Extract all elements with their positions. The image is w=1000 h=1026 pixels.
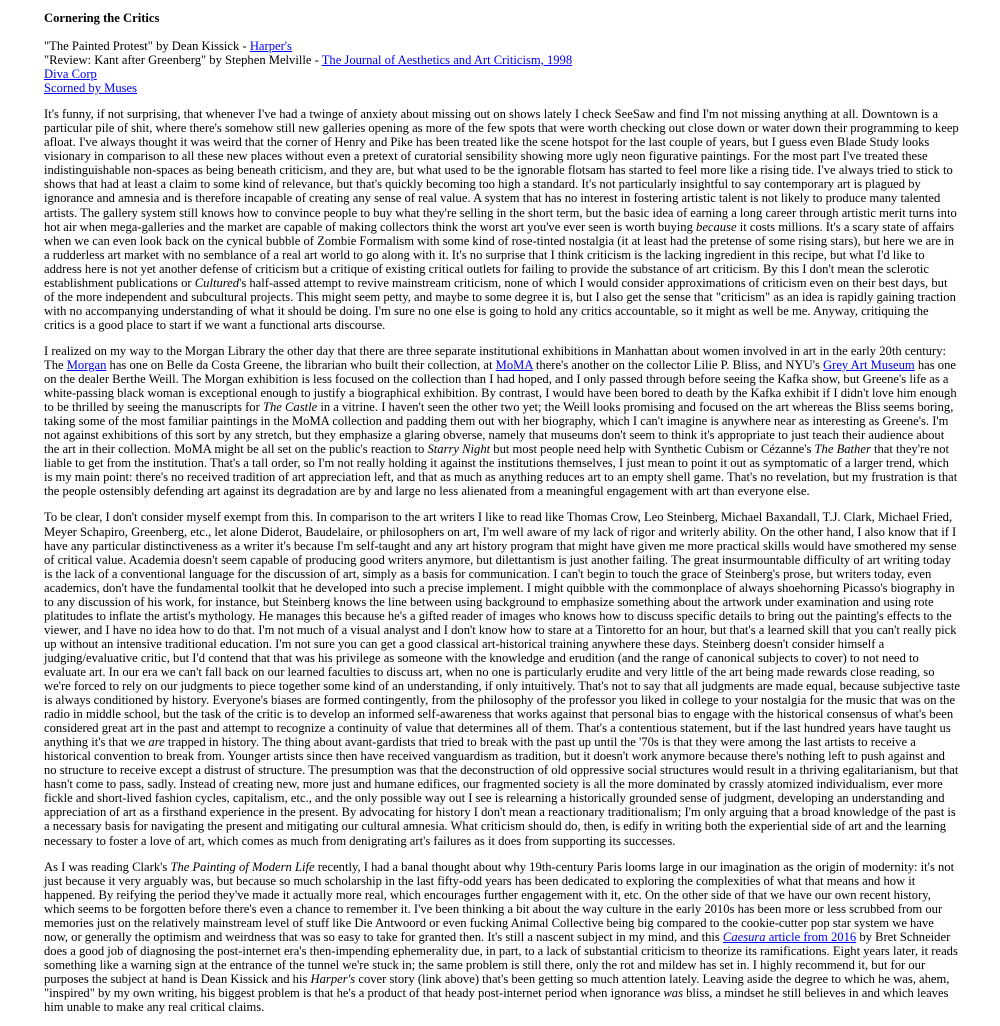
paragraph	[44, 510, 960, 847]
reference-link-harpers[interactable]: Harper's	[249, 39, 292, 53]
reference-item	[44, 53, 960, 67]
reference-item	[44, 81, 960, 95]
paragraph	[44, 107, 960, 332]
text-run: I realized on my way to the Morgan Library the other day that there are three separate institutional exhibitions in Manhattan about women involved in art in the early 20th century: The	[44, 343, 947, 372]
text-run: To be clear, I don't consider myself exempt from this. In comparison to the art writers I like to read like Thomas Crow, Leo Steinberg, Michael Baxandall, T.J. Clark, Michael Fried, Meyer Schapiro, Greenberg, etc., let alone Diderot, Baudelaire, or philosophers on art, I'm well aware of my lack of rigor and writerly ability. On the other hand, I also know that if I have any particular distinctiveness as a writer it's because I'm self-taught and any art history program that might have given me more practical skills would have smothered my sense of critical value. Academia doesn't seem capable of producing good writers anymore, but dilettantism is just another failing. The great insurmountable difficulty of art writing today is the lack of a conventional language for the discussion of art, simply as a basis for communication. I can't begin to touch the grace of Steinberg's prose, but writers today, even academics, don't have the fundamental toolkit that he developed into such a precise implement. I might quibble with the commonplace of always shoehorning Picasso's biography in to any discussion of his work, for instance, but Steinberg knows the line between using background to emphasize something about the artwork under examination and using rote platitudes to inflate the artist's mythology. He manages this because he's a gifted reader of images who knows how to discuss specific details to bring out the painting's effects to the viewer, and I have no idea how to do that. I'm not much of a visual analyst and I don't know how to stare at a Tintoretto for an hour, but that's a learned skill that you can't really pick up without an intensive traditional education. I'm not sure you can get a good classical art-historical training anywhere these days. Steinberg doesn't consider himself a judging/evaluative critic, but I'd contend that that was his privilege as someone with the knowledge and erudition (and the range of canonical subjects to cover) to not need to evaluate art. In our era we can't fall back on our learned faculties to discuss art, when no one is particularly erudite and very little of the art being made rewards close reading, so we're forced to rely on our judgments to piece together some kind of an understanding, if only intuitively. That's not to say that all judgments are made equal, because subjective taste is always conditioned by history. Everyone's biases are formed contingently, from the philosophy of the professor you liked in college to your nostalgia for the music that was on the radio in middle school, but the task of the critic is to develop an informed self-awareness that works against that personal bias to engage with the historical consensus of what's been considered great art in the past and attempt to recognize a continuity of value that determines all of them. That's a contentious statement, but if the last hundred years have taught us anything it's that we	[44, 510, 960, 750]
reference-list	[44, 39, 960, 95]
italic-text: was	[663, 986, 683, 1000]
inline-link[interactable]: Morgan	[66, 357, 107, 372]
reference-link-diva-corp[interactable]: Diva Corp	[44, 67, 97, 82]
reference-text: "The Painted Protest" by Dean Kissick -	[44, 39, 250, 53]
italic-text: Harper's	[310, 971, 356, 986]
text-run: that they're not liable to get from the institution. That's a tall order, so I'm not really holding it against the institutions themselves, I just mean to point it out as symptomatic of a larger trend, which is my main point: there's no received tradition of art appreciation left, and that as much as anything reduces art to an empty shell game. That's no revelation, but my frustration is that the people ostensibly defending art against its degradation are by and large no less alienated from a meaningful engagement with art than everyone else.	[44, 442, 958, 499]
article	[44, 10, 960, 1026]
inline-link[interactable]: Grey Art Museum	[823, 357, 915, 372]
reference-item	[44, 39, 960, 53]
inline-link[interactable]: MoMA	[495, 357, 533, 372]
italic-text: Starry Night	[427, 442, 491, 457]
paragraph	[44, 860, 960, 1015]
text-run: by Bret Schneider does a good job of diagnosing the post-internet era's then-impending ephemerality due, in part, to a lack of substantial criticism to theorize its ramifications. Eight years later, it reads something like a warning sign at the entrance of the tunnel we're stuck in; the same problem is still there, only the rot and mildew has set in. I highly recommend it, but for our purposes the subject at hand is Dean Kissick and his	[44, 929, 958, 986]
paragraph	[44, 344, 960, 499]
text-run: but most people need help with Synthetic Cubism or Cézanne's	[490, 442, 815, 457]
text-run: It's funny, if not surprising, that whenever I've had a twinge of anxiety about missing out on shows lately I check SeeSaw and find I'm not missing anything at all. Downtown is a particular pile of shit, where there's somehow still new galleries opening as more of the few spots that were worth checking out close down or water down their programming to keep afloat. I've always thought it was weird that the corner of Henry and Pike has been treated like the scene hotspot for the last couple of years, but I guess even Blade Study looks visionary in comparison to all these new places without even a pretext of curatorial sensibility showing more ugly neon figurative paintings. For the most part I've treated these indistinguishable non-spaces as being beneath criticism, and they are, but what used to be the ignorable flotsam has started to feel more like a rising tide. I've always tried to stick to shows that had at least a claim to some kind of relevance, but that's quickly becoming too high a standard. It's not particularly insightful to say contemporary art is plagued by ignorance and amnesia and is therefore incapable of creating any sense of real value. A system that has no interest in fostering artistic talent is not likely to produce many talented artists. The gallery system still knows how to convince people to buy what they're selling in the short term, but the basic idea of earning a long career through artistic merit turns into hot air when mega-galleries and the market are capable of making collectors think the worst art you've ever seen is worth buying	[44, 107, 959, 234]
reference-link-journal[interactable]: The Journal of Aesthetics and Art Criticism, 1998	[321, 53, 573, 68]
italic-text: Cultured	[194, 275, 240, 290]
reference-link-scorned-by-muses[interactable]: Scorned by Muses	[44, 81, 138, 96]
text-run: it costs millions. It's a scary state of affairs when we can even look back on the cynical bubble of Zombie Formalism with some kind of rose-tinted nostalgia (it at least had the pretense of some rising stars), but here we are in a rudderless art market with no semblance of a real art world to go along with it. It's no surprise that I think criticism is the lacking ingredient in this recipe, but what I'd like to address here is not yet another defense of criticism but a critique of existing critical outlets for failing to provide the substance of art criticism. By this I don't mean the sclerotic establishment publications or	[44, 219, 955, 290]
article-body	[44, 107, 960, 1014]
italic-text: The Bather	[814, 442, 871, 457]
text-run: cover story (link above) that's been getting so much attention lately. Leaving aside the degree to which he was, ahem, "inspired" by my own writing, his biggest problem is that he's a product of that heady post-internet period when ignorance	[44, 971, 950, 1000]
text-run: 's half-assed attempt to revive mainstream criticism, none of which I would consider approximations of criticism even on their best days, but of the more independent and subcultural projects. This might seem petty, and maybe to some degree it is, but I also get the sense that "criticism" as an idea is rapidly gaining traction with no accompanying understanding of what it should be doing. I'm sure no one else is going to hold any critics accountable, so it might as well be me. Anyway, critiquing the critics is a good place to start if we want a functional arts discourse.	[44, 275, 956, 332]
text-run: there's another on the collector Lilie P. Bliss, and NYU's	[532, 357, 824, 372]
reference-text: "Review: Kant after Greenberg" by Stephen Melville -	[44, 53, 322, 68]
italic-text: are	[148, 735, 165, 750]
text-run: in a vitrine. I haven't seen the other two yet; the Weill looks promising and focused on the art whereas the Bliss seems boring, taking some of the most familiar paintings in the MoMA collection and padding them out with her biography, which I can't imagine is anywhere near as interesting as Greene's. I'm not against exhibitions of this sort by any stretch, but they emphasize a glaring obverse, namely that museums don't seem to think it's appropriate to just teach their audience about the art in their collection. MoMA might be all set on the public's reaction to	[44, 400, 954, 457]
inline-link[interactable]: Caesura	[722, 929, 766, 944]
page-title: Cornering the Critics	[44, 11, 160, 25]
italic-text: because	[696, 219, 737, 234]
text-run: As I was reading Clark's	[44, 859, 171, 874]
text-run: trapped in history. The thing about avant-gardists that tried to break with the past up until the '70s is that they were among the last artists to receive a historical convention to break from. Younger artists since then have received vanguardism as tradition, but it doesn't work anymore because there's nothing left to push against and no structure to receive except a distrust of structure. The presumption was that the deconstruction of old oppressive social structures would result in a thriving egalitarianism, but that hasn't come to pass, sadly. Instead of creating new, more just and humane edifices, our fragmented society is all the more dominated by crassly atomized individualism, ever more fickle and short-lived fashion cycles, capitalism, etc., and the only possible way out I see is relearning a historically grounded sense of judgment, developing an understanding and appreciation of art as a firsthand experience in the present. By advocating for history I don't mean a reactionary traditionalism; I'm only arguing that a broad knowledge of the past is a necessary basis for navigating the present and mitigating our cultural amnesia. What criticism should do, then, is edify in writing both the experiential side of art and the learning necessary to foster a love of art, which comes as much from denigrating art's failures as it does from supporting its successes.	[44, 735, 959, 848]
text-run: recently, I had a banal thought about why 19th-century Paris looms large in our imagination as the origin of modernity: it's not just because it very arguably was, but because so much scholarship in the last fifty-odd years has been dedicated to exploring the complexities of what that means and how it happened. By reifying the period they've made it actually more real, which encourages further engagement with it, etc. On the other side of that we have our own recent history, which seems to be forgotten before there's even a chance to remember it. I've been thinking a bit about the way culture in the early 2010s has been more or less scrubbed from our memories just on the relatively mainstream level of stuff like Die Antwoord or even fucking Animal Collective being big compared to the cookie-cutter pop star system we have now, or generally the optimism and weirdness that was so easy to take for granted then. It's still a nascent subject in my mind, and this	[44, 859, 955, 944]
italic-text: The Castle	[262, 400, 318, 415]
text-run: has one on Belle da Costa Greene, the librarian who built their collection, at	[106, 357, 496, 372]
inline-link[interactable]: article from 2016	[765, 929, 857, 944]
text-run: bliss, a mindset he still believes in and which leaves him unable to make any real critical claims.	[44, 986, 949, 1015]
reference-item	[44, 67, 960, 81]
italic-text: The Painting of Modern Life	[170, 859, 315, 874]
text-run: has one on the dealer Berthe Weill. The Morgan exhibition is less focused on the collection than I had hoped, and I only passed through before seeing the Kafka show, but Greene's life as a white-passing black woman is exceptional enough to justify a biographical exhibition. By contrast, I would have been bored to death by the Kafka exhibit if I didn't love him enough to be thrilled by seeing the manuscripts for	[44, 357, 957, 415]
